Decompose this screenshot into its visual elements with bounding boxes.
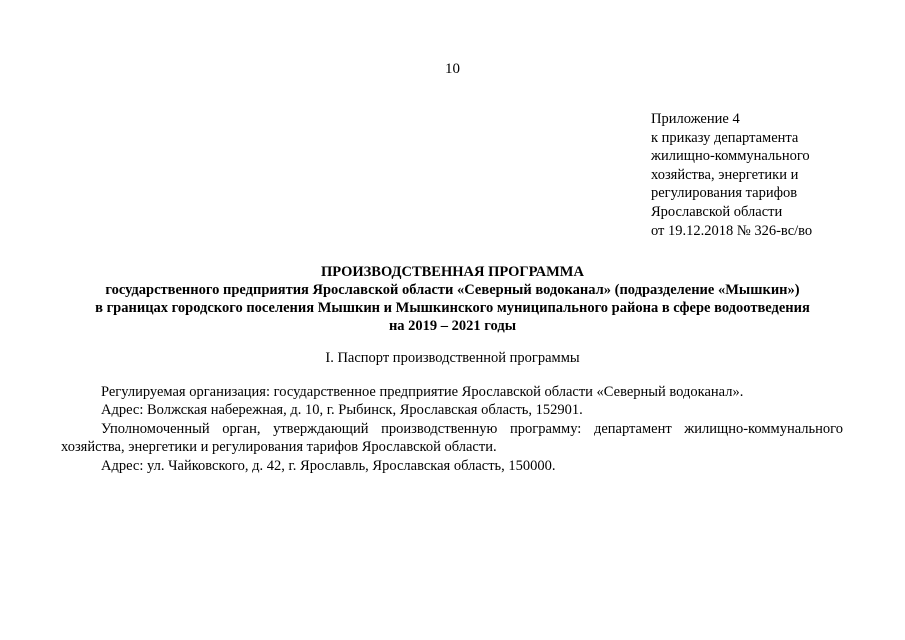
title-line: ПРОИЗВОДСТВЕННАЯ ПРОГРАММА (321, 264, 584, 280)
appendix-block (651, 110, 891, 240)
word: орган, (222, 420, 261, 437)
appendix-line: жилищно-коммунального (651, 148, 810, 165)
appendix-line: Приложение 4 (651, 111, 740, 127)
appendix-line: хозяйства, энергетики и (651, 166, 799, 183)
passport-body (61, 383, 843, 475)
title-line: на 2019 – 2021 годы (388, 318, 517, 334)
word: утверждающий (273, 420, 369, 437)
title-line: в границах городского поселения Мышкин и Мышкинского муниципального района в сфере водоотведения (95, 300, 810, 316)
appendix-line: к приказу департамента (651, 129, 799, 146)
program-title (40, 263, 865, 335)
word: жилищно-коммунального (684, 420, 843, 437)
authorized-body-line (61, 420, 843, 438)
authorized-body-address: Адрес: ул. Чайковского, д. 42, г. Ярославль, Ярославская область, 150000. (101, 457, 556, 474)
word: Уполномоченный (101, 420, 210, 437)
authorized-body-continuation: хозяйства, энергетики и регулирования тарифов Ярославской области. (61, 439, 497, 456)
title-line: государственного предприятия Ярославской области «Северный водоканал» (подразделение «Мышкин») (105, 282, 800, 298)
word: департамент (593, 420, 672, 437)
word: программу: (509, 420, 582, 437)
section-heading: I. Паспорт производственной программы (325, 350, 580, 366)
organization-address: Адрес: Волжская набережная, д. 10, г. Рыбинск, Ярославская область, 152901. (101, 402, 583, 419)
page-number: 10 (445, 61, 460, 77)
appendix-line: Ярославской области (651, 203, 783, 220)
regulated-organization: Регулируемая организация: государственное предприятие Ярославской области «Северный водоканал». (101, 384, 744, 400)
word: производственную (381, 420, 498, 437)
appendix-line: от 19.12.2018 № 326-вс/во (651, 222, 813, 239)
appendix-line: регулирования тарифов (651, 185, 798, 202)
